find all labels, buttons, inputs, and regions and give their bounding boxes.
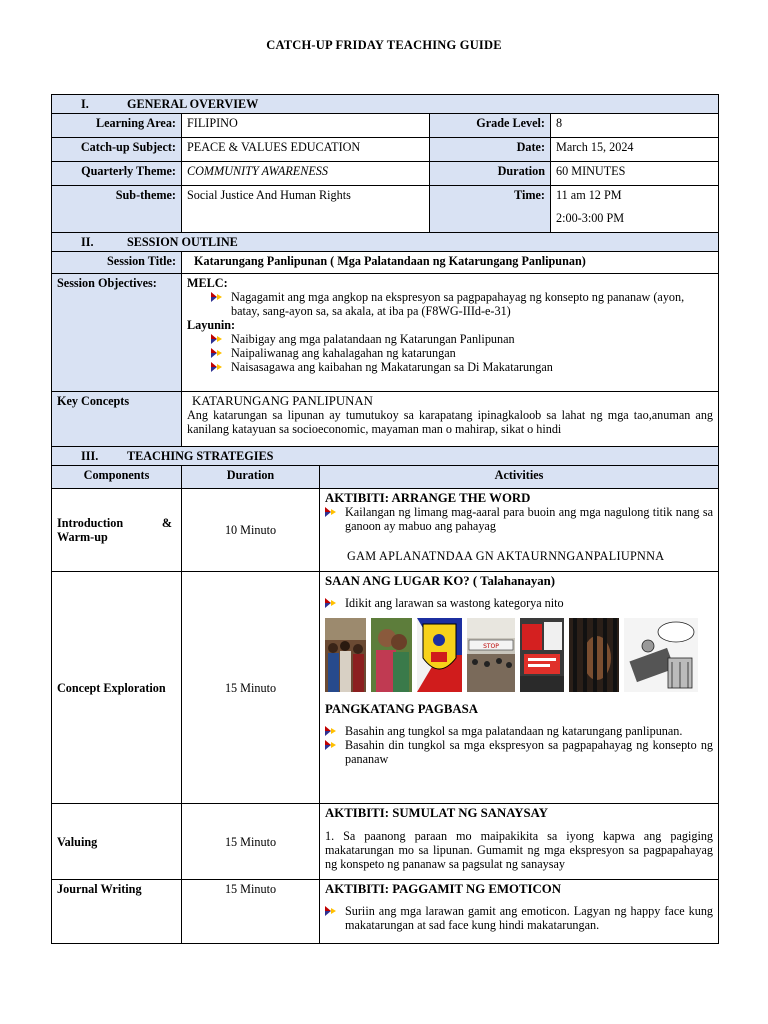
concept-component: Concept Exploration: [52, 572, 182, 804]
layunin-list: [187, 332, 713, 374]
section-session-outline: [52, 233, 719, 252]
concept-duration: 15 Minuto: [182, 572, 320, 804]
theme-value: COMMUNITY AWARENESS: [182, 162, 430, 186]
subtheme-label: Sub-theme:: [52, 186, 182, 233]
journal-activity: [320, 880, 719, 944]
svg-text:STOP: STOP: [483, 643, 499, 650]
objectives-label: Session Objectives:: [52, 274, 182, 392]
key-concepts-content: [182, 392, 719, 447]
bullet-icon: [211, 334, 222, 344]
time-label: Time:: [430, 186, 551, 233]
table-row: [52, 880, 719, 944]
col-components: Components: [52, 466, 182, 489]
session-title-label: Session Title:: [52, 252, 182, 274]
objectives-content: [182, 274, 719, 392]
teaching-guide-table: [51, 94, 719, 944]
subtheme-value: Social Justice And Human Rights: [182, 186, 430, 233]
reading-list: [325, 724, 713, 766]
theme-label: Quarterly Theme:: [52, 162, 182, 186]
time-value: [551, 186, 719, 233]
photo-flag-emblem: [417, 618, 462, 692]
col-duration: Duration: [182, 466, 320, 489]
photo-cartoon: [624, 618, 698, 692]
section-heading: GENERAL OVERVIEW: [127, 97, 259, 111]
strategies-header-row: [52, 466, 719, 489]
list-item: Kailangan ng limang mag-aaral para buoin ang mga nagulong titik nang sa ganoon ay mabuo ang pahayag: [325, 505, 713, 533]
session-title-value: Katarungang Panlipunan ( Mga Palatandaan ng Katarungang Panlipunan): [182, 252, 719, 274]
melc-list: [187, 290, 713, 318]
image-strip: [325, 618, 713, 692]
photo-crowd: [325, 618, 366, 692]
bullet-icon: [325, 598, 336, 608]
intro-activity-title: AKTIBITI: ARRANGE THE WORD: [325, 491, 531, 505]
bullet-icon: [211, 348, 222, 358]
list-item: Basahin din tungkol sa mga ekspresyon sa pagpapahayag ng konsepto ng pananaw: [325, 738, 713, 766]
list-item: Basahin ang tungkol sa mga palatandaan ng katarungang panlipunan.: [325, 724, 713, 738]
journal-list: [325, 904, 713, 932]
concept-activity: [320, 572, 719, 804]
list-item: Naibigay ang mga palatandaan ng Katarungan Panlipunan: [211, 332, 713, 346]
section-number: II.: [81, 235, 94, 249]
journal-duration: 15 Minuto: [182, 880, 320, 944]
time-slot-2: 2:00-3:00 PM: [556, 211, 625, 225]
journal-component: Journal Writing: [52, 880, 182, 944]
intro-list: [325, 505, 713, 533]
section-number: I.: [81, 97, 89, 111]
grade-level-value: 8: [551, 114, 719, 138]
section-number: III.: [81, 449, 99, 463]
intro-duration: 10 Minuto: [182, 489, 320, 572]
duration-label: Duration: [430, 162, 551, 186]
subject-value: PEACE & VALUES EDUCATION: [182, 138, 430, 162]
grade-level-label: Grade Level:: [430, 114, 551, 138]
journal-activity-title: AKTIBITI: PAGGAMIT NG EMOTICON: [325, 882, 561, 896]
key-concepts-title: KATARUNGANG PANLIPUNAN: [192, 394, 373, 408]
intro-activity: [320, 489, 719, 572]
key-concepts-text: Ang katarungan sa lipunan ay tumutukoy sa karapatang ipinagkaloob sa lahat ng mga tao,anuman ang kanilang katayuan sa socioeconomic, mayaman man o mahirap, sikat o hindi: [187, 408, 714, 436]
reading-title: PANGKATANG PAGBASA: [325, 702, 478, 716]
duration-value: 60 MINUTES: [551, 162, 719, 186]
date-label: Date:: [430, 138, 551, 162]
section-teaching-strategies: [52, 447, 719, 466]
learning-area-label: Learning Area:: [52, 114, 182, 138]
photo-embrace: [371, 618, 412, 692]
section-heading: SESSION OUTLINE: [127, 235, 238, 249]
table-row: [52, 572, 719, 804]
valuing-duration: 15 Minuto: [182, 804, 320, 880]
valuing-text: 1. Sa paanong paraan mo maipakikita sa iyong kapwa ang pagiging makatarungan mo sa lipunan. Gumamit ng mga ekspresyon sa pagpapahayag ng konspeto ng pananaw sa pagsulat ng sanaysay: [325, 829, 714, 871]
valuing-activity-title: AKTIBITI: SUMULAT NG SANAYSAY: [325, 806, 548, 820]
key-concepts-label: Key Concepts: [52, 392, 182, 447]
scrambled-phrase: GAM APLANATNDAA GN AKTAURNNGANPALIUPNNA: [347, 549, 665, 563]
list-item: Nagagamit ang mga angkop na ekspresyon sa pagpapahayag ng konsepto ng pananaw (ayon, batay, sang-ayon sa, sa akala, at iba pa (F8WG-IIId-e-31): [211, 290, 713, 318]
section-heading: TEACHING STRATEGIES: [127, 449, 274, 463]
table-row: [52, 804, 719, 880]
photo-prison-bars: [569, 618, 619, 692]
photo-rally: [467, 618, 515, 692]
list-item: Idikit ang larawan sa wastong kategorya nito: [325, 596, 713, 610]
melc-label: MELC:: [187, 276, 228, 290]
page-title: CATCH-UP FRIDAY TEACHING GUIDE: [266, 38, 502, 52]
bullet-icon: [325, 906, 336, 916]
concept-list: [325, 596, 713, 610]
col-activities: Activities: [320, 466, 719, 489]
subject-label: Catch-up Subject:: [52, 138, 182, 162]
photo-protest-signs: [520, 618, 564, 692]
bullet-icon: [211, 362, 222, 372]
time-slot-1: 11 am 12 PM: [556, 188, 622, 202]
bullet-icon: [325, 740, 336, 750]
list-item: Naipaliwanag ang kahalagahan ng katarungan: [211, 346, 713, 360]
concept-activity-title: SAAN ANG LUGAR KO? ( Talahanayan): [325, 574, 556, 588]
list-item: Suriin ang mga larawan gamit ang emoticon. Lagyan ng happy face kung makatarungan at sad face kung hindi makatarungan.: [325, 904, 713, 932]
valuing-activity: [320, 804, 719, 880]
layunin-label: Layunin:: [187, 318, 236, 332]
list-item: Naisasagawa ang kaibahan ng Makatarungan sa Di Makatarungan: [211, 360, 713, 374]
learning-area-value: FILIPINO: [182, 114, 430, 138]
bullet-icon: [325, 726, 336, 736]
date-value: March 15, 2024: [551, 138, 719, 162]
intro-component: Introduction & Warm-up: [52, 489, 182, 572]
bullet-icon: [325, 507, 336, 517]
bullet-icon: [211, 292, 222, 302]
table-row: [52, 489, 719, 572]
valuing-component: Valuing: [52, 804, 182, 880]
section-general-overview: [52, 95, 719, 114]
